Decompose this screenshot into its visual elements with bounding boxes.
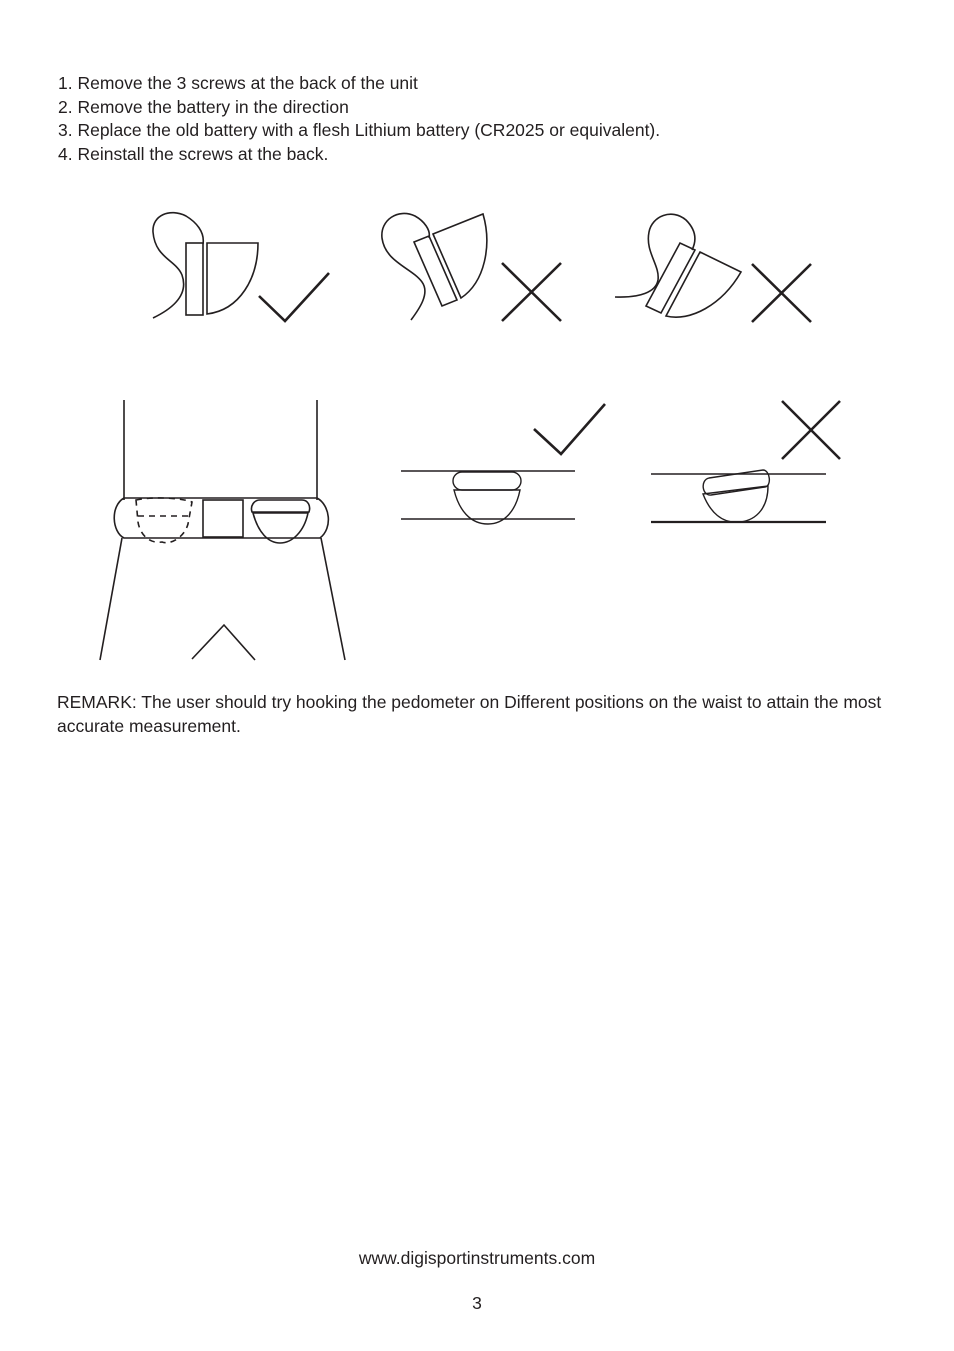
- page-number: 3: [472, 1293, 482, 1313]
- footer-website: www.digisportinstruments.com: [358, 1248, 596, 1268]
- cross-mark-icon: [502, 263, 561, 321]
- check-mark-icon: [259, 273, 329, 321]
- cross-mark-icon: [752, 264, 811, 322]
- clip-position-tilted-back: [382, 213, 487, 320]
- clip-position-upright: [153, 213, 258, 318]
- cross-mark-icon: [782, 401, 840, 459]
- pedometer-flat-on-belt: [401, 471, 575, 524]
- step-2: 2. Remove the battery in the direction: [58, 96, 349, 117]
- step-1: 1. Remove the 3 screws at the back of the unit: [58, 73, 418, 93]
- waist-belt-illustration: [100, 400, 345, 660]
- check-mark-icon: [534, 404, 605, 454]
- clip-position-tilted-forward: [615, 214, 741, 317]
- step-4: 4. Reinstall the screws at the back.: [58, 143, 329, 164]
- remark-note: REMARK: The user should try hooking the pedometer on Different positions on the waist to attain the most accurate measurement.: [57, 692, 882, 736]
- step-3: 3. Replace the old battery with a flesh Lithium battery (CR2025 or equivalent).: [58, 120, 661, 140]
- pedometer-tilted-on-belt: [651, 470, 826, 522]
